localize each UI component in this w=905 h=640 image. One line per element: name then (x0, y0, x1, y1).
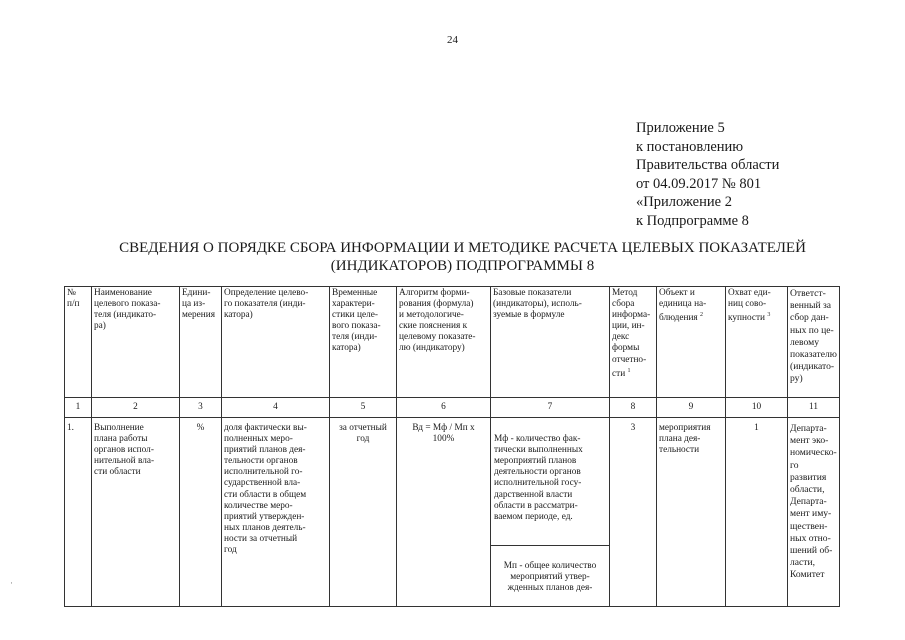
column-number: 2 (92, 398, 180, 418)
footnote-mark: 3 (767, 312, 771, 319)
column-number: 10 (726, 398, 788, 418)
cell-coverage: 1 (726, 418, 788, 607)
page-number: 24 (447, 34, 458, 46)
cell-responsible: Департа- мент эко- номическо- го развития области, Департа- мент иму- ществен- ных отно- шений об- ласти, Комитет (788, 418, 840, 607)
header-responsible: Ответст- венный за сбор дан- ных по це- левому показателю (индикато- ру) (788, 287, 840, 398)
header-algorithm: Алгоритм форми- рования (формула) и методологиче- ские пояснения к целевому показате- лю (индикатору) (397, 287, 491, 398)
header-unit: Едини- ца из- мерения (180, 287, 222, 398)
column-number: 1 (65, 398, 92, 418)
document-title (60, 239, 865, 275)
header-no: № п/п (65, 287, 92, 398)
header-object: Объект и единица на- блюдения (659, 288, 707, 324)
column-number: 7 (491, 398, 610, 418)
column-number: 11 (788, 398, 840, 418)
cell-base (491, 418, 610, 607)
title-line-1: СВЕДЕНИЯ О ПОРЯДКЕ СБОРА ИНФОРМАЦИИ И МЕТОДИКЕ РАСЧЕТА ЦЕЛЕВЫХ ПОКАЗАТЕЛЕЙ (119, 240, 806, 256)
header-definition: Определение целево- го показателя (инди- катора) (222, 287, 330, 398)
cell-name: Выполнение плана работы органов испол- нительной вла- сти области (92, 418, 180, 607)
cell-no: 1. (65, 418, 92, 607)
header-base: Базовые показатели (индикаторы), исполь- зуемые в формуле (491, 287, 610, 398)
appendix-block (636, 119, 898, 230)
footnote-mark: 2 (700, 312, 704, 319)
cell-method: 3 (610, 418, 657, 607)
base-indicator-mf: Мф - количество фак- тически выполненных мероприятий планов деятельности органов исполнительной госу- дарственной власти области в рассматри- ваемом периоде, ед. (491, 429, 609, 546)
column-number: 5 (330, 398, 397, 418)
appendix-line: Правительства области (636, 157, 780, 173)
appendix-line: к Подпрограмме 8 (636, 212, 749, 229)
base-indicator-mp: Мп - общее количество мероприятий утвер- жденных планов дея- (503, 561, 597, 594)
appendix-line: Приложение 5 (636, 120, 725, 136)
appendix-line: от 04.09.2017 № 801 (636, 175, 762, 192)
appendix-line: к постановлению (636, 138, 744, 155)
cell-unit: % (180, 418, 222, 607)
column-number: 3 (180, 398, 222, 418)
header-name: Наименование целевого показа- теля (индикато- ра) (92, 287, 180, 398)
header-method: Метод сбора информа- ции, ин- декс формы отчетно- сти (612, 288, 651, 379)
header-object-cell (657, 287, 726, 398)
header-coverage: Охват еди- ниц сово- купности (728, 288, 771, 324)
cell-time: за отчетный год (330, 418, 397, 607)
footnote-mark: 1 (627, 367, 631, 374)
column-number: 4 (222, 398, 330, 418)
header-time: Временные характери- стики целе- вого показа- теля (инди- катора) (330, 287, 397, 398)
header-method-cell (610, 287, 657, 398)
appendix-line: «Приложение 2 (636, 194, 732, 210)
column-number: 9 (657, 398, 726, 418)
cell-algorithm: Вд = Мф / Мп х 100% (397, 418, 491, 607)
column-number: 8 (610, 398, 657, 418)
column-number-row (65, 398, 840, 418)
table-row (65, 418, 840, 607)
cell-definition: доля фактически вы- полненных меро- приятий планов дея- тельности органов исполнительной го- сударственной вла- сти области в общем количестве меро- приятий утвержден- ных планов деятель- ности за отчетный год (222, 418, 330, 607)
indicators-table (64, 286, 840, 607)
column-number: 6 (397, 398, 491, 418)
title-line-2: (ИНДИКАТОРОВ) ПОДПРОГРАММЫ 8 (330, 258, 595, 274)
table-header-row (65, 287, 840, 398)
scan-mark: · (10, 578, 13, 588)
cell-object: мероприятия плана дея- тельности (657, 418, 726, 607)
header-coverage-cell (726, 287, 788, 398)
